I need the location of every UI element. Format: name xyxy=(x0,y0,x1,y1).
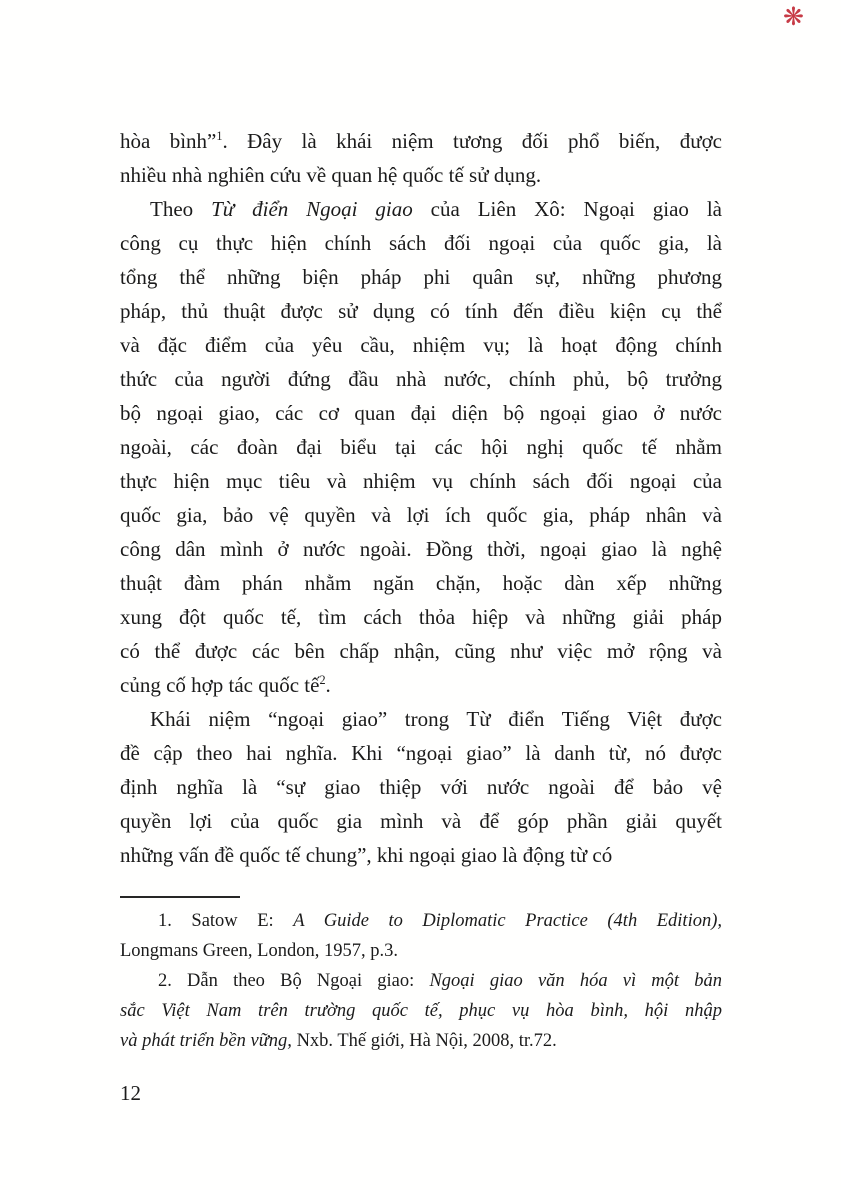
text-line: quyền lợi của quốc gia mình và để góp phần giải quyết xyxy=(120,809,722,833)
text-line: và đặc điểm của yêu cầu, nhiệm vụ; là hoạt động chính xyxy=(120,333,722,357)
text-line: quốc gia, bảo vệ quyền và lợi ích quốc gia, pháp nhân và xyxy=(120,503,722,527)
text-line: 1. Satow E: A Guide to Diplomatic Practice (4th Edition), xyxy=(158,911,722,931)
page-number: 12 xyxy=(120,1081,141,1105)
text-line: thực hiện mục tiêu và nhiệm vụ chính sách đối ngoại của xyxy=(120,469,722,493)
text-line: thuật đàm phán nhằm ngăn chặn, hoặc dàn xếp những xyxy=(120,571,722,595)
text-line: 2. Dẫn theo Bộ Ngoại giao: Ngoại giao văn hóa vì một bản xyxy=(158,971,722,991)
text-line: có thể được các bên chấp nhận, cũng như việc mở rộng và xyxy=(120,639,722,663)
text-line: nhiều nhà nghiên cứu về quan hệ quốc tế sử dụng. xyxy=(120,163,542,187)
text-line: Khái niệm “ngoại giao” trong Từ điển Tiếng Việt được xyxy=(150,707,722,731)
footnote-separator xyxy=(120,896,240,898)
text-line: xung đột quốc tế, tìm cách thỏa hiệp và những giải pháp xyxy=(120,605,722,629)
text-line: củng cố hợp tác quốc tế$^2$. xyxy=(120,673,331,697)
text-line: bộ ngoại giao, các cơ quan đại diện bộ ngoại giao ở nước xyxy=(120,401,722,425)
footnotes xyxy=(120,906,722,1056)
text-line: Longmans Green, London, 1957, p.3. xyxy=(120,941,398,961)
text-line: Theo Từ điển Ngoại giao của Liên Xô: Ngoại giao là xyxy=(150,197,722,221)
text-line: sắc Việt Nam trên trường quốc tế, phục vụ hòa bình, hội nhập xyxy=(120,1001,722,1021)
text-line: công dân mình ở nước ngoài. Đồng thời, ngoại giao là nghệ xyxy=(120,537,722,561)
text-line: thức của người đứng đầu nhà nước, chính phủ, bộ trưởng xyxy=(120,367,722,391)
text-line: những vấn đề quốc tế chung”, khi ngoại giao là động từ có xyxy=(120,843,613,867)
text-line: ngoài, các đoàn đại biểu tại các hội nghị quốc tế nhằm xyxy=(120,435,722,459)
text-line: tổng thể những biện pháp phi quân sự, những phương xyxy=(120,265,722,289)
body-text xyxy=(120,0,722,872)
text-line: hòa bình”$^1$. Đây là khái niệm tương đối phổ biến, được xyxy=(120,129,723,153)
text-line: công cụ thực hiện chính sách đối ngoại của quốc gia, là xyxy=(120,231,722,255)
text-line: định nghĩa là “sự giao thiệp với nước ngoài để bảo vệ xyxy=(120,775,722,799)
text-line: đề cập theo hai nghĩa. Khi “ngoại giao” là danh từ, nó được xyxy=(120,741,722,765)
text-block xyxy=(120,0,722,1056)
text-line: và phát triển bền vững, Nxb. Thế giới, Hà Nội, 2008, tr.72. xyxy=(120,1031,557,1051)
text-line: pháp, thủ thuật được sử dụng có tính đến điều kiện cụ thể xyxy=(120,299,722,323)
flower-ornament-icon: ❋ xyxy=(783,2,804,31)
